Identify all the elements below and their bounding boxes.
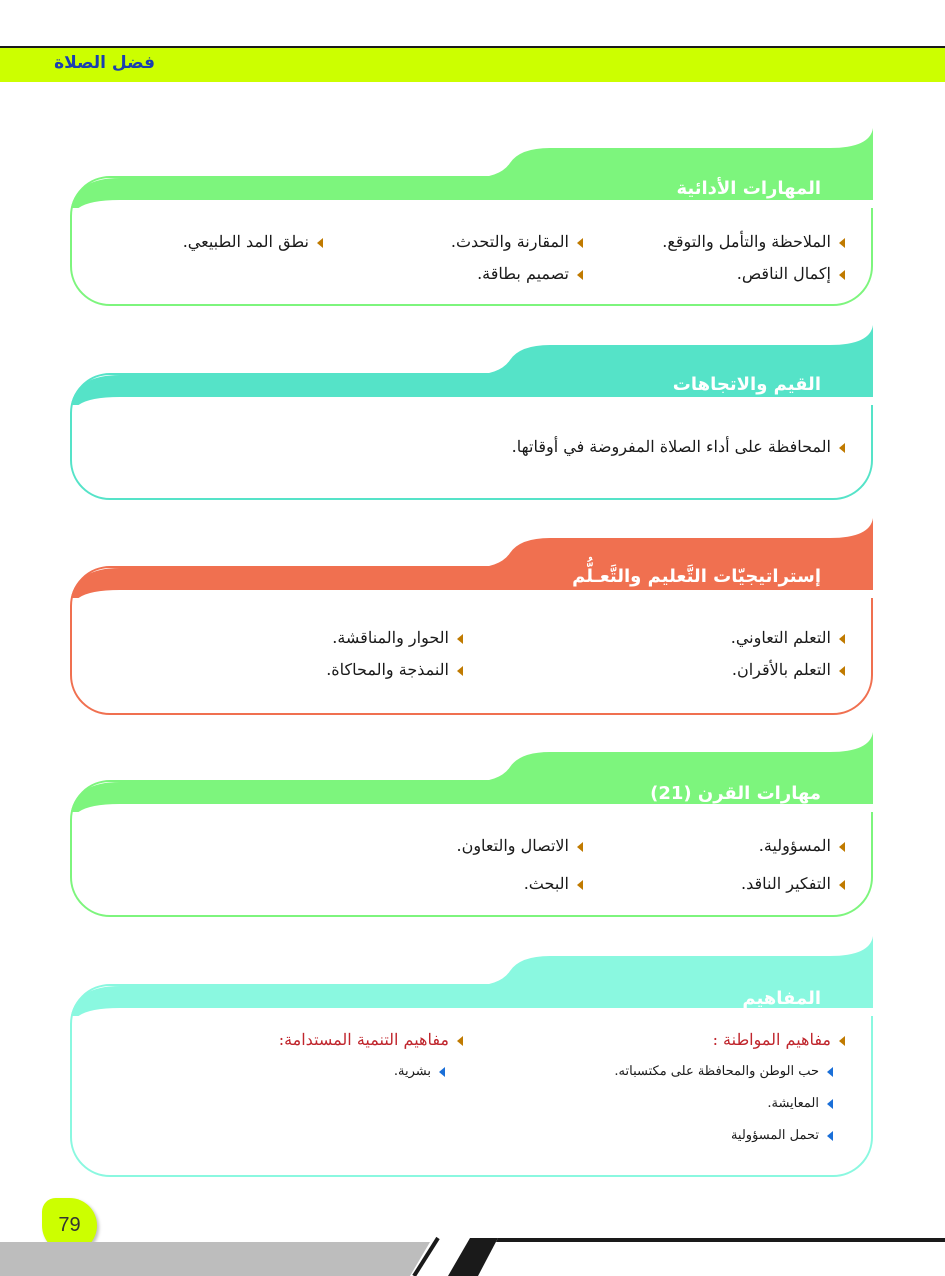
bullet-icon bbox=[577, 880, 583, 890]
section-teaching-strategies bbox=[70, 518, 873, 715]
footer-decoration bbox=[0, 1236, 945, 1276]
bullet-icon bbox=[839, 666, 845, 676]
list-item: حب الوطن والمحافظة على مكتسباته. bbox=[614, 1064, 833, 1079]
bullet-icon bbox=[839, 238, 845, 248]
bullet-icon bbox=[457, 634, 463, 644]
list-item: التعلم التعاوني. bbox=[731, 628, 845, 647]
list-item: المسؤولية. bbox=[759, 836, 845, 855]
concept-heading-citizenship: مفاهيم المواطنة : bbox=[713, 1030, 845, 1049]
bullet-icon bbox=[577, 842, 583, 852]
section-title: إستراتيجيّات التَّعليم والتَّعـلُّم bbox=[572, 566, 821, 587]
section-title: القيم والاتجاهات bbox=[672, 374, 821, 395]
bullet-icon bbox=[839, 842, 845, 852]
bullet-icon bbox=[839, 1036, 845, 1046]
concept-heading-sustainability: مفاهيم التنمية المستدامة: bbox=[279, 1030, 463, 1049]
list-item: المعايشة. bbox=[767, 1096, 833, 1111]
bullet-icon bbox=[577, 270, 583, 280]
bullet-icon bbox=[839, 634, 845, 644]
list-item: تصميم بطاقة. bbox=[477, 264, 583, 283]
section-values-attitudes bbox=[70, 325, 873, 500]
section-concepts bbox=[70, 936, 873, 1177]
page-number: 79 bbox=[42, 1198, 97, 1253]
bullet-icon bbox=[839, 880, 845, 890]
list-item: النمذجة والمحاكاة. bbox=[326, 660, 463, 679]
section-21st-century-skills bbox=[70, 732, 873, 917]
section-performance-skills bbox=[70, 128, 873, 306]
bullet-icon bbox=[457, 1036, 463, 1046]
chapter-title: فضل الصلاة bbox=[54, 53, 155, 73]
bullet-icon bbox=[827, 1099, 833, 1109]
list-item: الحوار والمناقشة. bbox=[332, 628, 463, 647]
list-item: المحافظة على أداء الصلاة المفروضة في أوقاتها. bbox=[512, 437, 845, 456]
bullet-icon bbox=[827, 1067, 833, 1077]
list-item: المقارنة والتحدث. bbox=[451, 232, 583, 251]
bullet-icon bbox=[457, 666, 463, 676]
list-item: التعلم بالأقران. bbox=[732, 660, 845, 679]
list-item: البحث. bbox=[524, 874, 583, 893]
list-item: التفكير الناقد. bbox=[741, 874, 845, 893]
bullet-icon bbox=[839, 270, 845, 280]
list-item: إكمال الناقص. bbox=[737, 264, 845, 283]
bullet-icon bbox=[317, 238, 323, 248]
bullet-icon bbox=[839, 443, 845, 453]
bullet-icon bbox=[439, 1067, 445, 1077]
section-title: المفاهيم bbox=[742, 988, 821, 1009]
list-item: الاتصال والتعاون. bbox=[456, 836, 583, 855]
section-title: مهارات القرن (21) bbox=[650, 783, 821, 804]
list-item: بشرية. bbox=[394, 1064, 445, 1079]
section-title: المهارات الأدائية bbox=[676, 178, 821, 199]
list-item: تحمل المسؤولية bbox=[731, 1128, 833, 1143]
bullet-icon bbox=[577, 238, 583, 248]
list-item: الملاحظة والتأمل والتوقع. bbox=[662, 232, 845, 251]
list-item: نطق المد الطبيعي. bbox=[183, 232, 323, 251]
bullet-icon bbox=[827, 1131, 833, 1141]
